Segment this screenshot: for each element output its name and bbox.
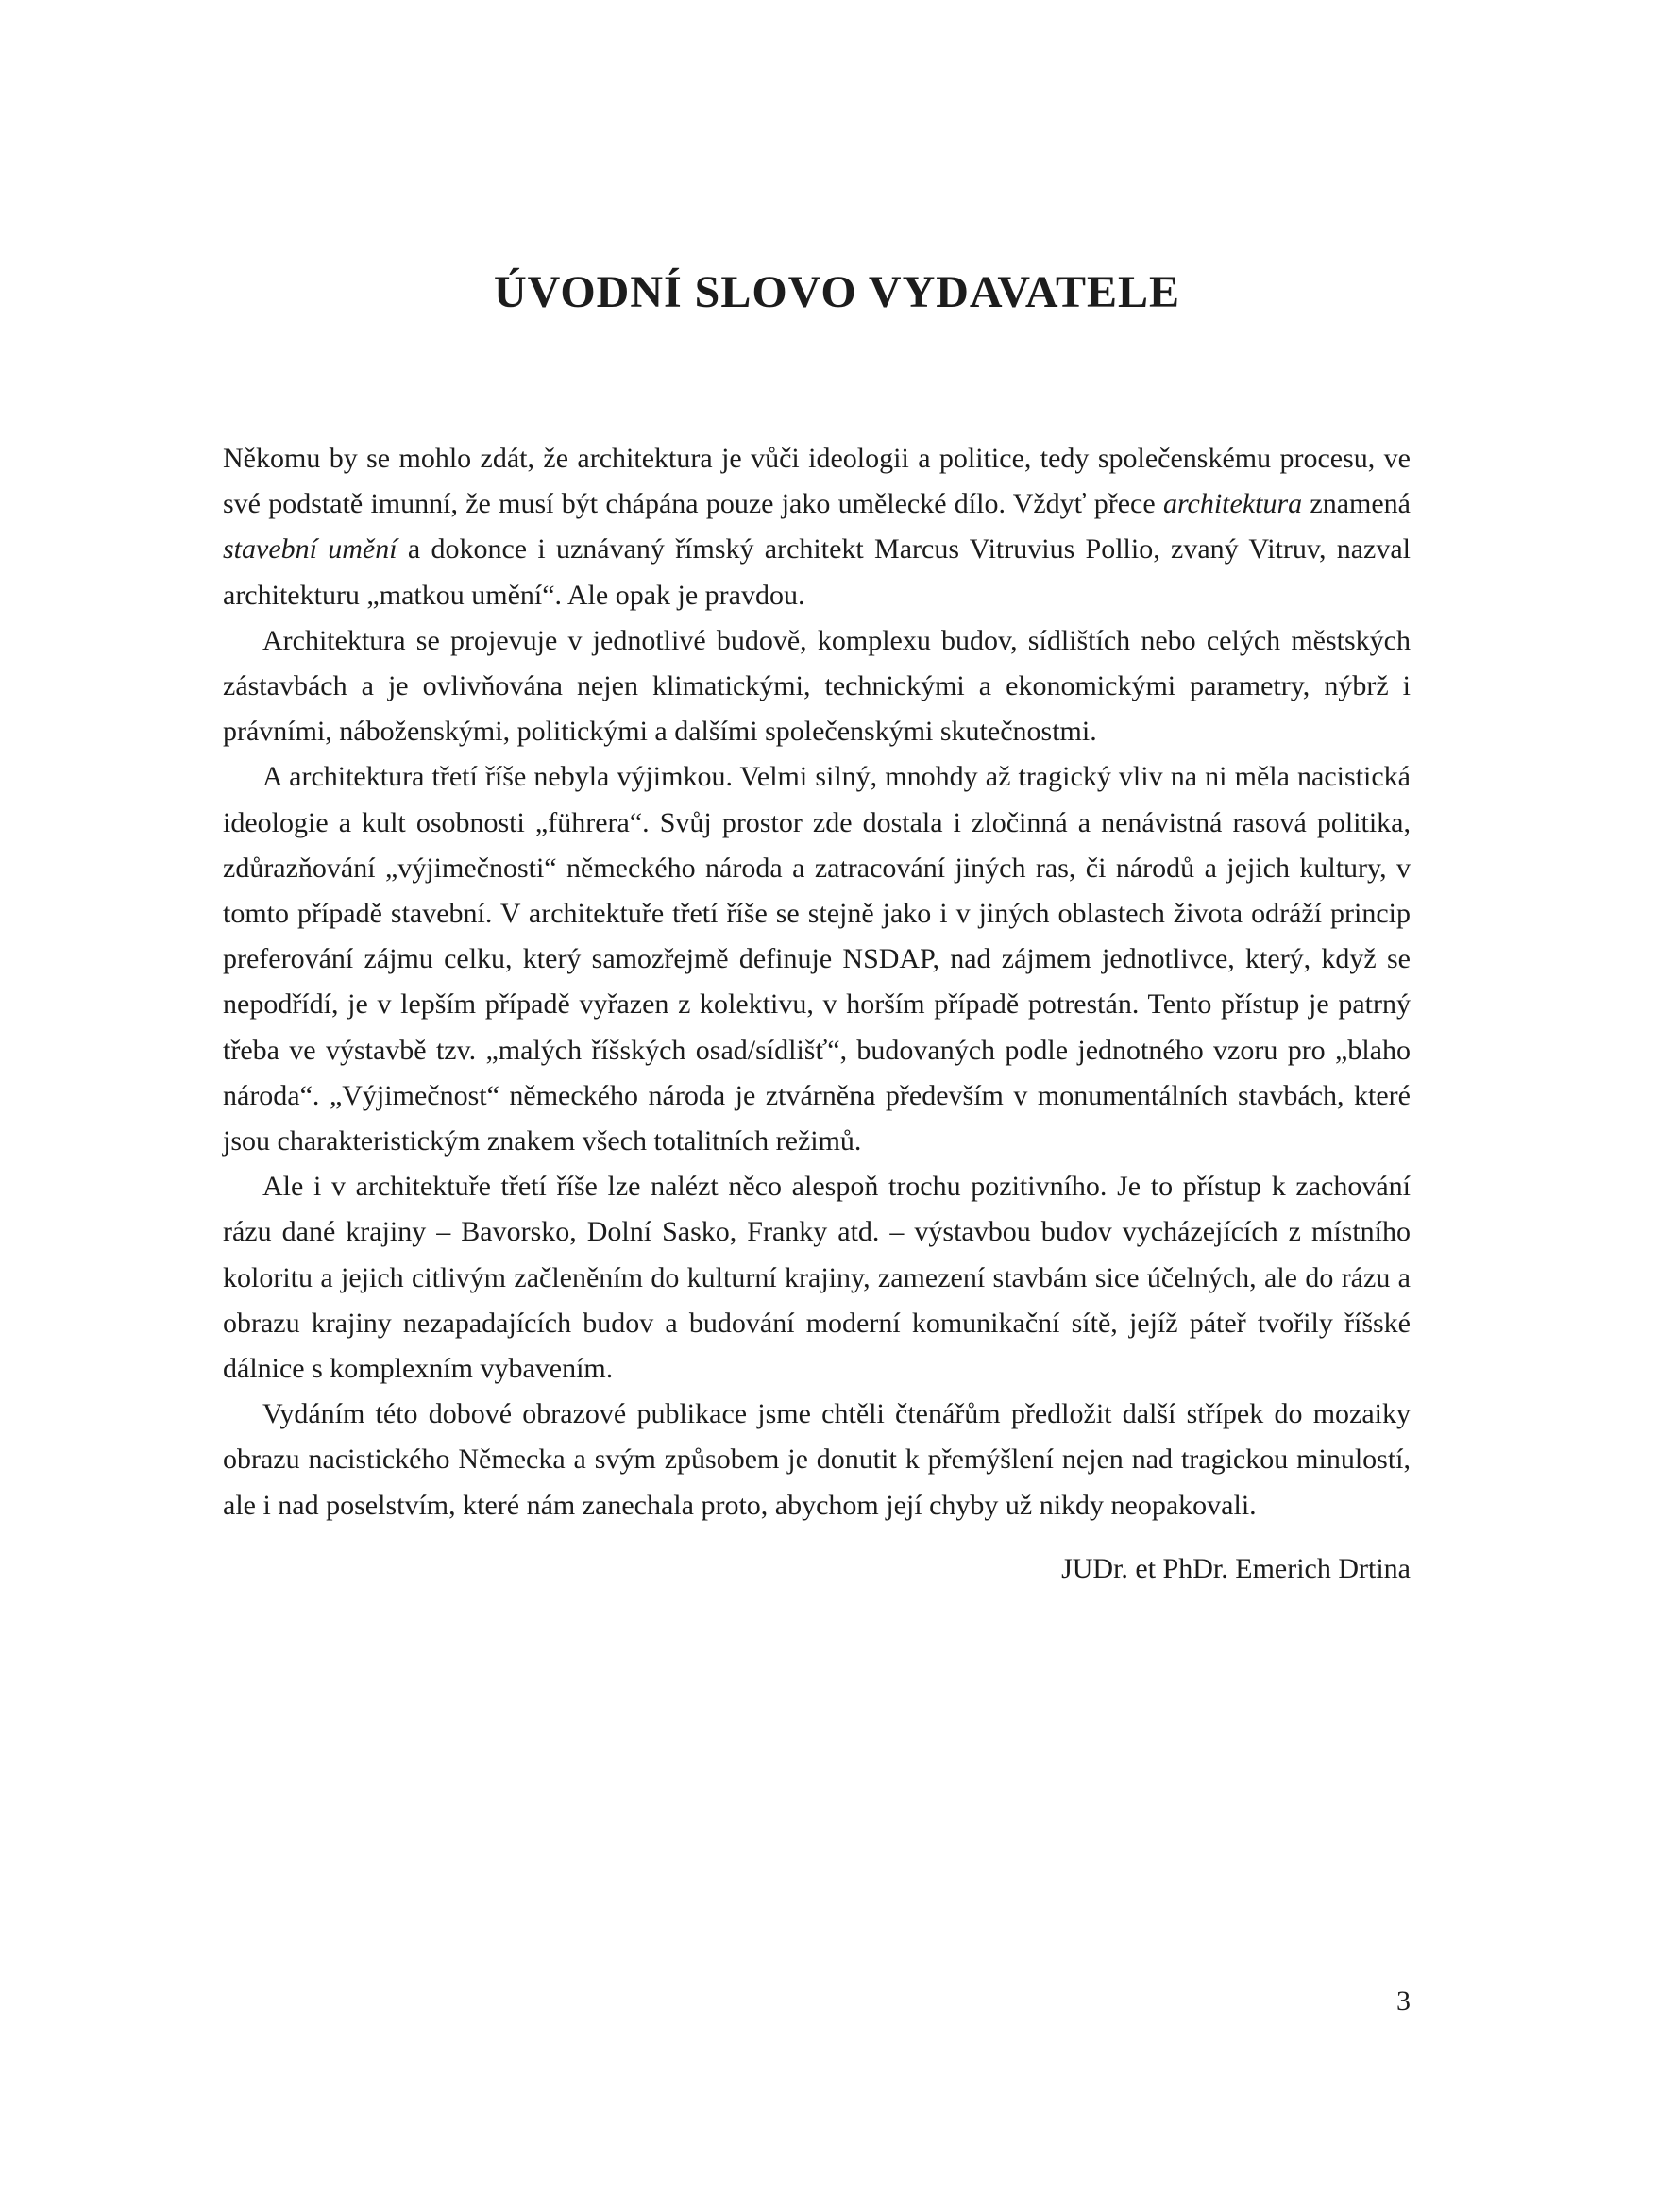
- author-signature: JUDr. et PhDr. Emerich Drtina: [1061, 1553, 1411, 1584]
- italic-run: stavební umění: [223, 533, 397, 566]
- italic-run: architektura: [1162, 488, 1303, 520]
- text-run: A architektura třetí říše nebyla výjimkou. Velmi silný, mnohdy až tragický vliv na ni měla nacistická ideologie a kult osobnosti „führera“. Svůj prostor zde dostala i zločinná a nenávistná rasová politika, zdůrazňování „výjimečnosti“ německého národa a zatracování jiných ras, či národů a jejich kultury, v tomto případě stavební. V architektuře třetí říše se stejně jako i v jiných oblastech života odráží princip preferování zájmu celku, který samozřejmě definuje NSDAP, nad zájmem jednotlivce, který, když se nepodřídí, je v lepším případě vyřazen z kolektivu, v horším případě potrestán. Tento přístup je patrný třeba ve výstavbě tzv. „malých říšských osad/sídlišť“, budovaných podle jednotného vzoru pro „blaho národa“. „Výjimečnost“ německého národa je ztvárněna především v monumentálních stavbách, které jsou charakteristickým znakem všech totalitních režimů.: [223, 761, 1411, 1157]
- paragraph: [223, 1164, 1411, 1392]
- text-run: Ale i v architektuře třetí říše lze nalézt něco alespoň trochu pozitivního. Je to přístup k zachování rázu dané krajiny – Bavorsko, Dolní Sasko, Franky atd. – výstavbou budov vycházejících z místního koloritu a jejich citlivým začleněním do kulturní krajiny, zamezení stavbám sice účelných, ale do rázu a obrazu krajiny nezapadajících budov a budování moderní komunikační sítě, jejíž páteř tvořily říšské dálnice s komplexním vybavením.: [223, 1171, 1411, 1385]
- paragraph: [223, 618, 1411, 755]
- text-run: znamená: [1302, 488, 1411, 520]
- paragraph: [223, 754, 1411, 1164]
- paragraph: [223, 1392, 1411, 1528]
- page-title: ÚVODNÍ SLOVO VYDAVATELE: [493, 267, 1181, 317]
- text-run: a dokonce i uznávaný římský architekt Marcus Vitruvius Pollio, zvaný Vitruv, nazval architekturu „matkou umění“. Ale opak je pravdou.: [223, 533, 1411, 611]
- page-number: 3: [1396, 1985, 1411, 2017]
- text-run: Architektura se projevuje v jednotlivé budově, komplexu budov, sídlištích nebo celých městských zástavbách a je ovlivňována nejen klimatickými, technickými a ekonomickými parametry, nýbrž i právními, náboženskými, politickými a dalšími společenskými skutečnostmi.: [223, 624, 1411, 748]
- paragraph: [223, 436, 1411, 618]
- text-run: Vydáním této dobové obrazové publikace jsme chtěli čtenářům předložit další střípek do mozaiky obrazu nacistického Německa a svým způsobem je donutit k přemýšlení nejen nad tragickou minulostí, ale i nad poselstvím, které nám zanechala proto, abychom její chyby už nikdy neopakovali.: [223, 1398, 1411, 1521]
- text-run: Někomu by se mohlo zdát, že architektura je vůči ideologii a politice, tedy společenskému procesu, ve své podstatě imunní, že musí být chápána pouze jako umělecké dílo. Vždyť přece: [223, 443, 1411, 520]
- foreword-body: [223, 436, 1411, 1528]
